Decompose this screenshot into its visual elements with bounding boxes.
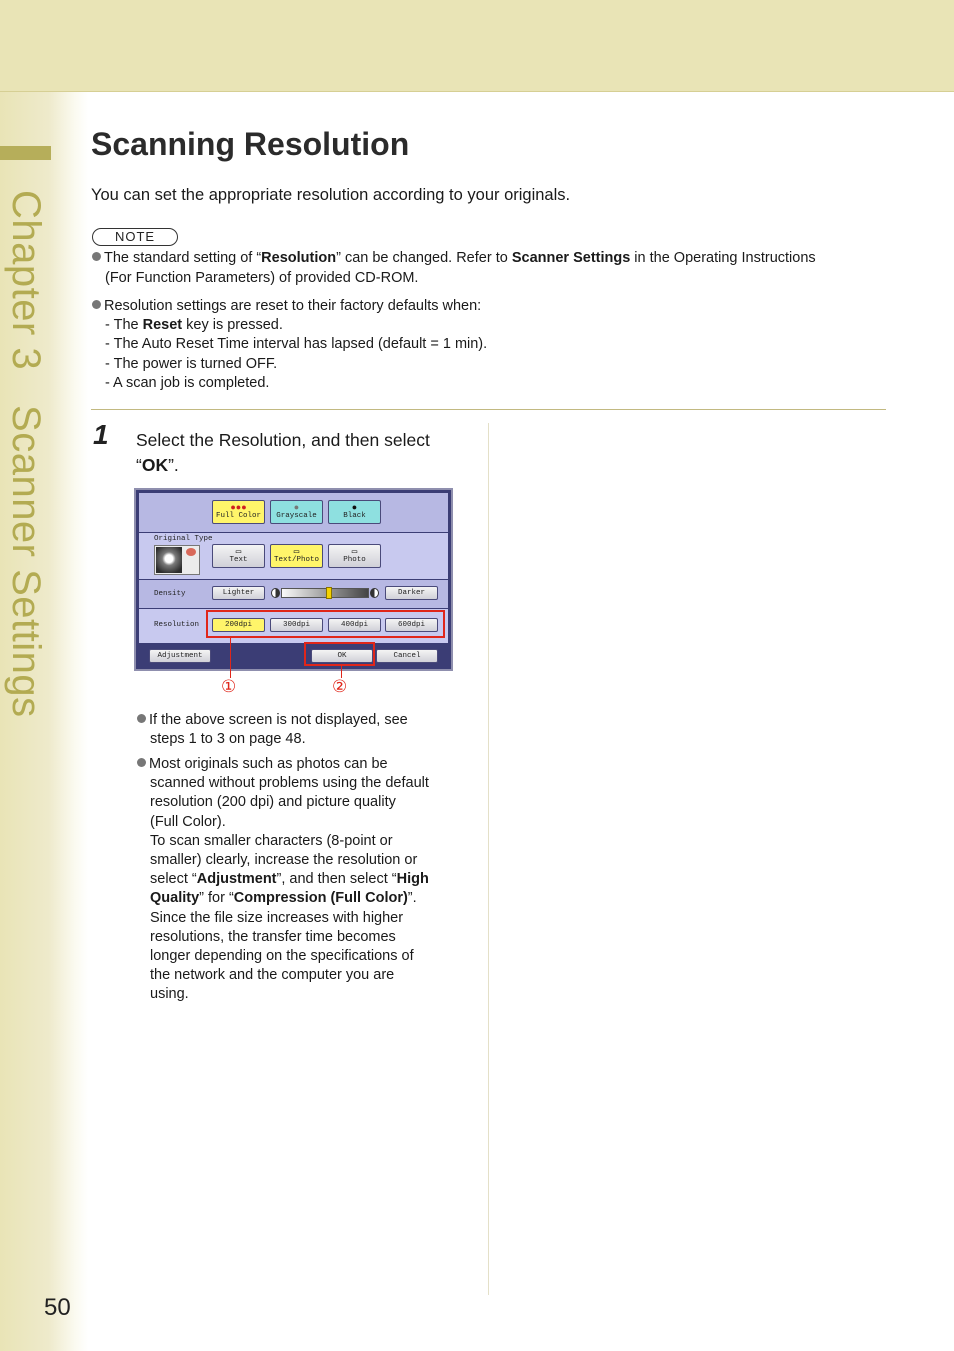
- text: key is pressed.: [182, 317, 283, 333]
- label: Photo: [343, 556, 366, 564]
- section-divider: [91, 409, 886, 410]
- text-type-button[interactable]: [212, 544, 265, 568]
- text: using.: [150, 986, 189, 1003]
- text-bold: OK: [141, 455, 169, 475]
- page-title: Scanning Resolution: [91, 126, 410, 162]
- chapter-marker: [0, 146, 51, 160]
- text: “: [136, 455, 142, 475]
- density-label: Density: [154, 590, 186, 598]
- resolution-highlight: [206, 610, 445, 638]
- text-bold: Adjustment: [196, 871, 277, 888]
- resolution-guidance-note: [137, 755, 467, 1005]
- text: scanned without problems using the default: [150, 775, 429, 792]
- label: Grayscale: [276, 512, 317, 520]
- text: Most originals such as photos can be: [149, 756, 388, 772]
- text: Resolution settings are reset to their factory defaults when:: [104, 298, 482, 314]
- grayscale-button[interactable]: [270, 500, 323, 524]
- lighter-button[interactable]: Lighter: [212, 586, 265, 600]
- text: Since the file size increases with higher: [150, 909, 404, 926]
- rgb-dots-icon: ●●●: [230, 503, 247, 513]
- text-line: [137, 870, 467, 889]
- text: the network and the computer you are: [150, 967, 395, 984]
- cancel-button[interactable]: Cancel: [376, 649, 438, 663]
- resolution-400dpi-button[interactable]: 400dpi: [328, 618, 381, 632]
- note-item-reset: [92, 297, 892, 317]
- text: ”.: [168, 455, 179, 475]
- screen-not-displayed-note: [137, 711, 467, 749]
- picture-icon: [186, 548, 196, 556]
- light-end-icon: [271, 588, 280, 598]
- text: To scan smaller characters (8-point or: [150, 832, 393, 849]
- text: ”, and then select “: [276, 871, 397, 888]
- photo-icon: [156, 547, 182, 573]
- resolution-300dpi-button[interactable]: 300dpi: [270, 618, 323, 632]
- reset-condition-3: - The power is turned OFF.: [105, 356, 278, 372]
- chapter-section: Scanner Settings: [4, 405, 48, 718]
- text-bold: Quality: [150, 890, 200, 907]
- density-row: [139, 580, 448, 608]
- text: select “: [150, 871, 197, 888]
- reset-condition-4: - A scan job is completed.: [105, 375, 270, 391]
- text: resolution (200 dpi) and picture quality: [150, 794, 396, 811]
- label: Text/Photo: [273, 556, 319, 564]
- text-photo-doc-icon: ▭: [293, 547, 300, 557]
- text: Select the Resolution, and then select: [136, 430, 430, 450]
- adjustment-button[interactable]: Adjustment: [149, 649, 211, 663]
- full-color-button[interactable]: [212, 500, 265, 524]
- text-line: [137, 889, 467, 908]
- black-dot-icon: ●: [351, 503, 358, 513]
- text: - The: [105, 317, 143, 333]
- text: longer depending on the specifications of: [150, 948, 414, 965]
- step-instruction: [136, 428, 476, 478]
- resolution-600dpi-button[interactable]: 600dpi: [385, 618, 438, 632]
- chapter-label: Chapter 3: [4, 190, 48, 371]
- text-bold: Compression (Full Color): [233, 890, 408, 907]
- resolution-label: Resolution: [154, 621, 200, 629]
- label: Full Color: [215, 512, 261, 520]
- original-type-label: Original Type: [154, 535, 213, 543]
- callout-1: ①: [221, 677, 237, 697]
- label: Text: [229, 556, 248, 564]
- text-photo-type-button[interactable]: [270, 544, 323, 568]
- action-row: [139, 646, 448, 668]
- gray-dot-icon: ●: [293, 503, 300, 513]
- header-band: [0, 0, 954, 92]
- ok-highlight: [304, 642, 375, 666]
- note-badge: NOTE: [92, 228, 178, 246]
- density-knob[interactable]: [326, 587, 332, 599]
- reset-condition-1: [105, 317, 283, 333]
- text: in the Operating Instructions: [630, 250, 816, 266]
- callout-line-1: [230, 638, 231, 678]
- text-bold: High: [396, 871, 429, 888]
- bullet-icon: [92, 252, 101, 261]
- color-mode-row: [139, 493, 448, 532]
- original-type-row: [139, 533, 448, 579]
- original-type-thumbnail: [154, 545, 200, 575]
- text: (For Function Parameters) of provided CD-ROM.: [105, 269, 419, 286]
- text-bold: Scanner Settings: [511, 250, 631, 266]
- bullet-icon: [137, 714, 146, 723]
- bullet-icon: [92, 300, 101, 309]
- darker-button[interactable]: Darker: [385, 586, 438, 600]
- ok-button[interactable]: OK: [311, 649, 373, 663]
- scan-settings-screen: [134, 488, 453, 671]
- chapter-title: [0, 190, 50, 718]
- text: resolutions, the transfer time becomes: [150, 928, 396, 945]
- text-bold: Resolution: [261, 250, 337, 266]
- text: (Full Color).: [150, 813, 226, 830]
- intro-text: You can set the appropriate resolution according to your originals.: [91, 186, 571, 204]
- text: ”.: [407, 890, 417, 907]
- dark-end-icon: [370, 588, 379, 598]
- step-number: 1: [93, 419, 109, 450]
- text: steps 1 to 3 on page 48.: [150, 731, 306, 748]
- density-slider[interactable]: [271, 586, 379, 600]
- text: smaller) clearly, increase the resolution or: [150, 852, 418, 869]
- bullet-icon: [137, 758, 146, 767]
- photo-doc-icon: ▭: [351, 547, 358, 557]
- text: ” can be changed. Refer to: [336, 250, 512, 266]
- text: The standard setting of “: [104, 250, 262, 266]
- reset-condition-2: - The Auto Reset Time interval has lapsed (default = 1 min).: [105, 336, 488, 352]
- resolution-200dpi-button[interactable]: 200dpi: [212, 618, 265, 632]
- black-button[interactable]: [328, 500, 381, 524]
- column-divider: [488, 423, 489, 1295]
- page-number: 50: [44, 1294, 71, 1321]
- text-doc-icon: ▭: [235, 547, 242, 557]
- text: If the above screen is not displayed, see: [149, 712, 408, 728]
- density-track: [281, 588, 369, 598]
- text-bold: Reset: [142, 317, 183, 333]
- text: ” for “: [199, 890, 234, 907]
- photo-type-button[interactable]: [328, 544, 381, 568]
- note-item-standard-setting: [92, 249, 892, 288]
- callout-2: ②: [332, 677, 348, 697]
- label: Black: [343, 512, 366, 520]
